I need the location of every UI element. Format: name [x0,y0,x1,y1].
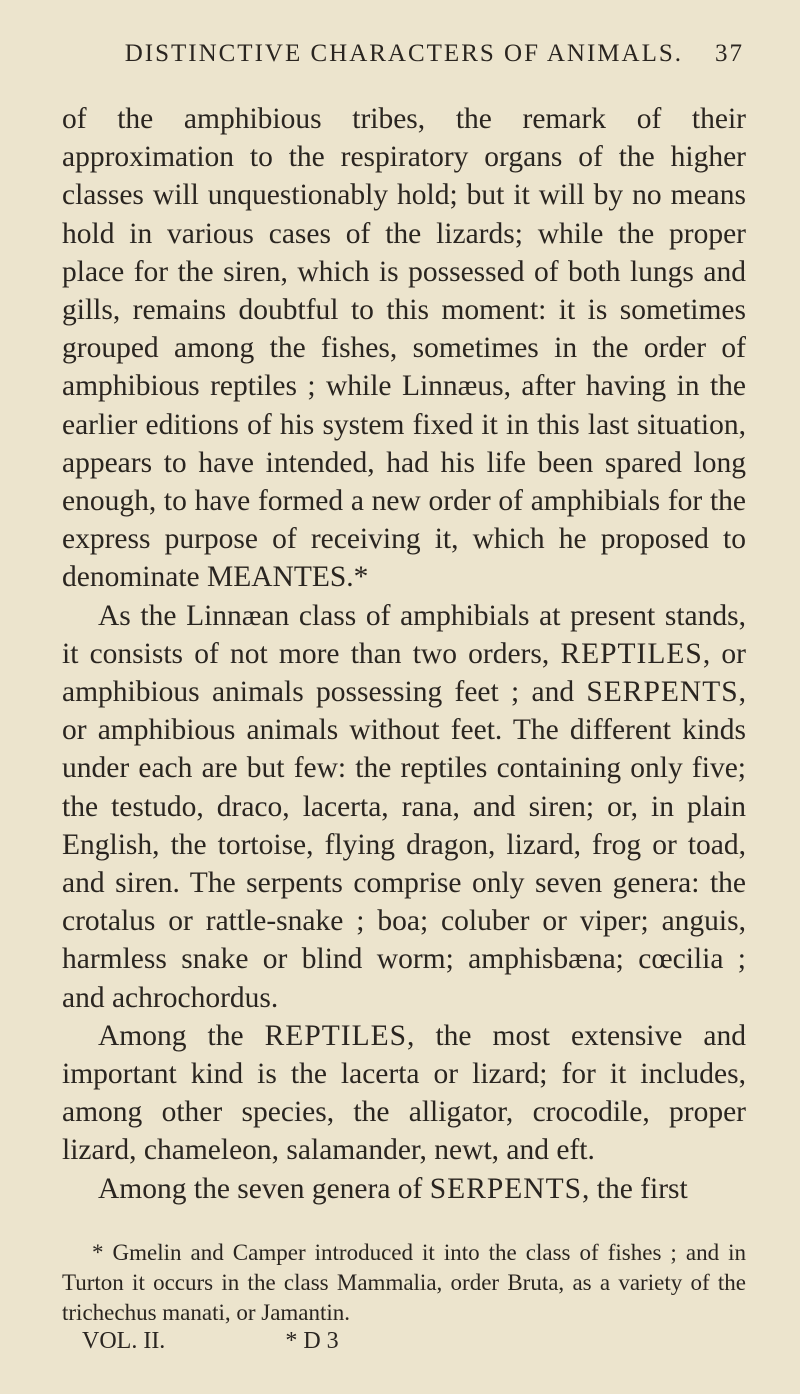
body-text [62,100,746,1208]
volume-label: VOL. II. [82,1327,166,1354]
term-reptiles: REPTILES [264,1019,408,1052]
paragraph-2: As the Linnæan class of amphibials at present stands, it consists of not more than two orders, REPTILES, or amphibious animals possessing feet ; and SERPENTS, or amphibious animals without feet. The different kinds under each are but few: the reptiles containing only five; the testudo, draco, lacerta, rana, and siren; or, in plain English, the tortoise, flying dragon, lizard, frog or toad, and siren. The serpents comprise only seven genera: the crotalus or rattle-snake ; boa; coluber or viper; anguis, harmless snake or blind worm; amphisbæna; cœcilia ; and achrochordus. [62,599,746,1014]
signature-line [62,1328,746,1355]
paragraph-3: Among the REPTILES, the most extensive and important kind is the lacerta or lizard; for it includes, among other species, the alligator, crocodile, proper lizard, chameleon, salamander, newt, and eft. [62,1019,746,1167]
running-title: DISTINCTIVE CHARACTERS OF ANIMALS. [124,40,683,67]
term-reptiles: REPTILES [560,637,703,670]
paragraph-4: Among the seven genera of SERPENTS, the first [98,1172,688,1205]
footnote-text: * Gmelin and Camper introduced it into the class of fishes ; and in Turton it occurs in the class Mammalia, order Bruta, as a variety of the trichechus manati, or Jamantin. [62,1239,746,1325]
signature-mark: * D 3 [285,1327,339,1354]
footnote [62,1238,746,1328]
term-serpents: SERPENTS [586,676,739,709]
page-number: 37 [715,40,744,67]
term-serpents: SERPENTS [429,1172,583,1205]
running-head [62,40,746,68]
paragraph-1: of the amphibious tribes, the remark of their approximation to the respiratory organs of the higher classes will unquestionably hold; but it will by no means hold in various cases of the lizards; while the proper place for the siren, which is possessed of both lungs and gills, remains doubtful to this moment: it is sometimes grouped among the fishes, sometimes in the order of amphibious reptiles ; while Linnæus, after having in the earlier editions of his system fixed it in this last situation, appears to have intended, had his life been spared long enough, to have formed a new order of amphibials for the express purpose of receiving it, which he proposed to denominate MEANTES.* [62,103,746,594]
